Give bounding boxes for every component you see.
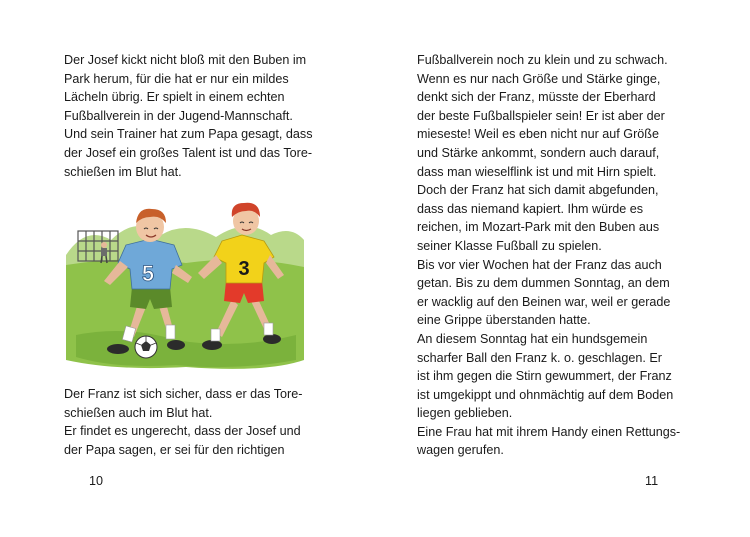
text-line: Wenn es nur nach Größe und Stärke ginge, <box>417 71 661 86</box>
left-top-paragraph <box>64 51 313 181</box>
text-line: Fußballverein in der Jugend-Mannschaft. <box>64 108 293 123</box>
text-line: der beste Fußballspieler sein! Er ist aber der <box>417 108 665 123</box>
page-number-right: 11 <box>645 474 659 488</box>
text-line: schießen auch im Blut hat. <box>64 405 213 420</box>
text-line: reichen, im Mozart-Park mit den Buben aus <box>417 220 660 235</box>
text-line: der Josef ein großes Talent ist und das Tore- <box>64 145 313 160</box>
soccer-illustration <box>66 195 304 373</box>
right-paragraph <box>417 51 680 460</box>
soccer-ball <box>135 336 157 358</box>
text-line: und Stärke ankommt, sondern auch darauf, <box>417 145 660 160</box>
text-line: denkt sich der Franz, müsste der Eberhard <box>417 90 656 105</box>
page-number-left: 10 <box>89 474 104 488</box>
text-line: Fußballverein noch zu klein und zu schwach. <box>417 53 668 67</box>
text-line: der Papa sagen, er sei für den richtigen <box>64 442 285 457</box>
text-line: mieseste! Weil es eben nicht nur auf Größe <box>417 127 659 142</box>
text-line: schießen im Blut hat. <box>64 164 182 179</box>
text-line: Der Franz ist sich sicher, dass er das Tore- <box>64 387 303 401</box>
text-line: seiner Klasse Fußball zu spielen. <box>417 238 602 253</box>
text-line: Lächeln übrig. Er spielt in einem echten <box>64 90 285 105</box>
text-line: An diesem Sonntag hat ein hundsgemein <box>417 331 648 346</box>
text-line: eine Grippe überstanden hatte. <box>417 313 591 328</box>
text-line: wagen gerufen. <box>417 443 504 458</box>
text-line: Doch der Franz hat sich damit abgefunden, <box>417 183 659 198</box>
right-page <box>375 0 750 537</box>
text-line: er wacklig auf den Beinen war, weil er gerade <box>417 294 671 309</box>
text-line: liegen geblieben. <box>417 406 513 421</box>
text-line: Park herum, für die hat er nur ein mildes <box>64 71 289 86</box>
text-line: Bis vor vier Wochen hat der Franz das auch <box>417 257 662 272</box>
text-line: ist umgekippt und ohnmächtig auf dem Boden <box>417 387 674 402</box>
text-line: dass das niemand kapiert. Ihm würde es <box>417 201 644 216</box>
text-line: Er findet es ungerecht, dass der Josef und <box>64 424 301 439</box>
jersey-number-3: 3 <box>238 258 250 280</box>
left-bottom-paragraph <box>64 385 302 459</box>
text-line: dass man wieselflink ist und mit Hirn spielt. <box>417 164 657 179</box>
text-line: Und sein Trainer hat zum Papa gesagt, dass <box>64 127 313 142</box>
text-line: Eine Frau hat mit ihrem Handy einen Rettungs- <box>417 424 681 439</box>
text-line: ist ihm gegen die Stirn gewummert, der Franz <box>417 369 672 384</box>
text-line: scharfer Ball den Franz k. o. geschlagen. Er <box>417 350 663 365</box>
text-line: getan. Bis zu dem dummen Sonntag, an dem <box>417 276 670 291</box>
text-line: Der Josef kickt nicht bloß mit den Buben im <box>64 53 307 67</box>
jersey-number-5: 5 <box>141 261 155 286</box>
